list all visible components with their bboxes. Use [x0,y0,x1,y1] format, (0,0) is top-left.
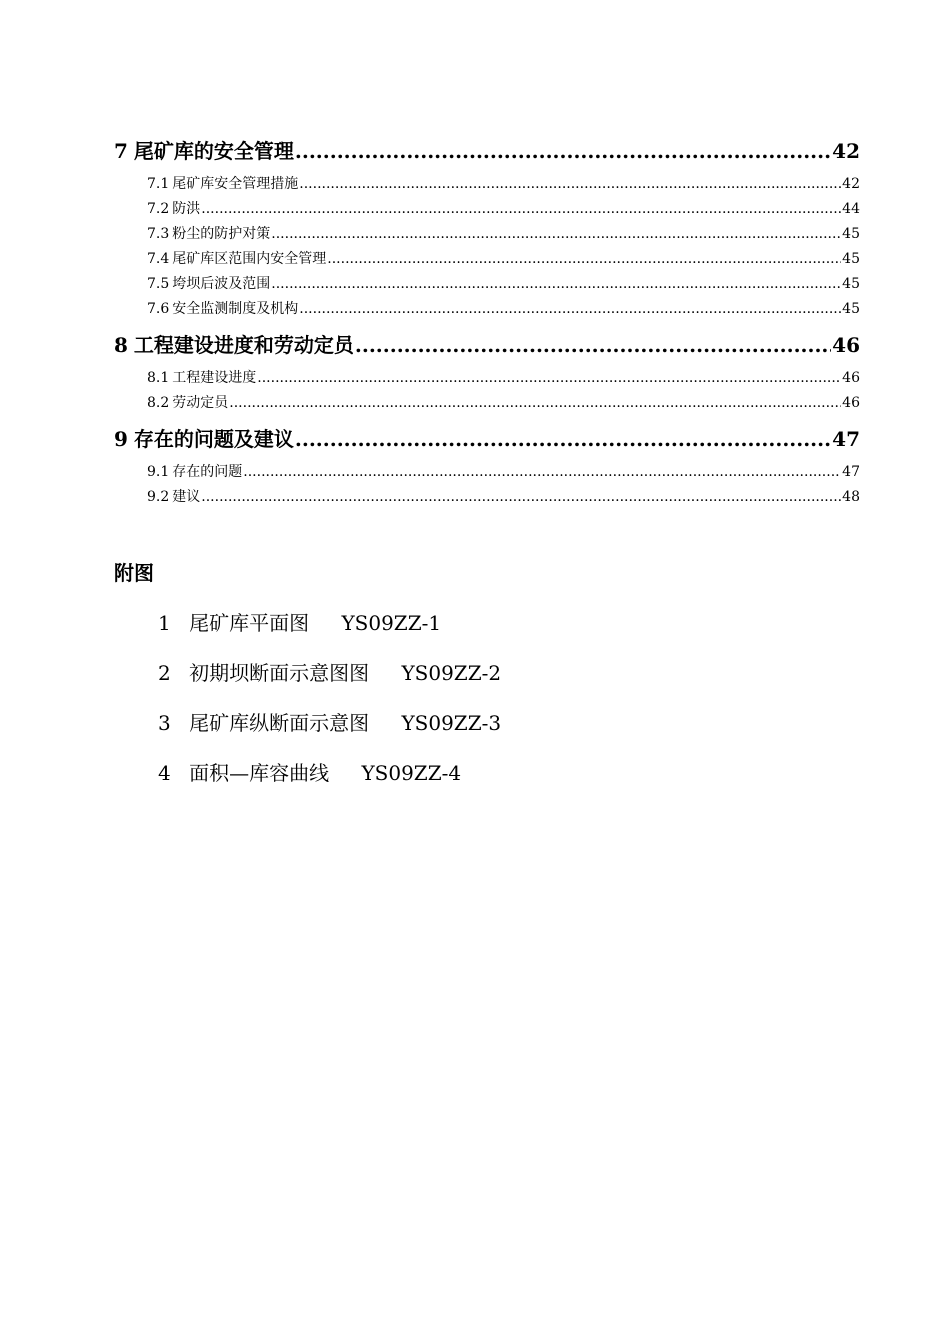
appendix-item-number: 4 [158,761,171,785]
chapter-number: 7 [114,139,128,163]
section-page: 48 [842,489,860,505]
appendix-item-title: 尾矿库平面图 [189,611,310,635]
section-number: 8.1 [147,370,170,386]
section-page: 46 [842,370,860,386]
toc-section-8-2[interactable] [114,391,860,416]
appendix-figures [114,558,860,808]
section-page: 42 [842,176,860,192]
section-page: 45 [842,251,860,267]
toc-section-7-3[interactable] [114,222,860,247]
section-title: 建议 [172,489,201,505]
section-title: 粉尘的防护对策 [172,226,271,242]
appendix-item-title: 面积—库容曲线 [189,761,330,785]
toc-section-7-5[interactable] [114,272,860,297]
section-title: 尾矿库区范围内安全管理 [172,251,327,267]
section-page: 47 [842,464,860,480]
chapter-title: 工程建设进度和劳动定员 [133,333,354,357]
table-of-contents [114,136,860,510]
section-page: 45 [842,226,860,242]
dot-leader [327,247,841,272]
toc-chapter-8[interactable] [114,330,860,360]
appendix-item-title: 初期坝断面示意图图 [189,661,370,685]
section-page: 45 [842,301,860,317]
section-number: 9.1 [147,464,170,480]
dot-leader [201,485,841,510]
toc-section-9-2[interactable] [114,485,860,510]
chapter-number: 8 [114,333,128,357]
section-number: 7.2 [147,201,170,217]
dot-leader [257,366,841,391]
appendix-item-number: 1 [158,611,171,635]
section-number: 7.4 [147,251,170,267]
dot-leader [243,460,841,485]
dot-leader [295,136,831,166]
appendix-item-title: 尾矿库纵断面示意图 [189,711,370,735]
section-title: 劳动定员 [172,395,229,411]
section-page: 44 [842,201,860,217]
dot-leader [271,222,841,247]
appendix-item-number: 3 [158,711,171,735]
appendix-item-number: 2 [158,661,171,685]
appendix-title: 附图 [114,561,154,585]
toc-chapter-7[interactable] [114,136,860,166]
section-page: 46 [842,395,860,411]
section-page: 45 [842,276,860,292]
section-title: 防洪 [172,201,201,217]
section-title: 安全监测制度及机构 [172,301,299,317]
toc-chapter-9[interactable] [114,424,860,454]
appendix-item-3 [114,708,860,738]
toc-section-7-1[interactable] [114,172,860,197]
chapter-page: 42 [832,139,860,163]
appendix-item-code: YS09ZZ-4 [361,761,462,785]
toc-section-7-4[interactable] [114,247,860,272]
dot-leader [271,272,841,297]
section-number: 7.1 [147,176,170,192]
chapter-title: 尾矿库的安全管理 [133,139,294,163]
appendix-item-1 [114,608,860,638]
section-title: 工程建设进度 [172,370,257,386]
dot-leader [295,424,831,454]
dot-leader [229,391,841,416]
section-number: 9.2 [147,489,170,505]
toc-section-7-6[interactable] [114,297,860,322]
chapter-page: 46 [832,333,860,357]
appendix-item-code: YS09ZZ-3 [401,711,502,735]
chapter-number: 9 [114,427,128,451]
dot-leader [299,172,841,197]
spacer [114,322,860,330]
appendix-item-code: YS09ZZ-2 [401,661,502,685]
dot-leader [201,197,841,222]
appendix-item-4 [114,758,860,788]
toc-section-7-2[interactable] [114,197,860,222]
toc-section-9-1[interactable] [114,460,860,485]
chapter-page: 47 [832,427,860,451]
toc-section-8-1[interactable] [114,366,860,391]
dot-leader [355,330,831,360]
section-title: 垮坝后波及范围 [172,276,271,292]
section-number: 8.2 [147,395,170,411]
section-title: 尾矿库安全管理措施 [172,176,299,192]
appendix-item-2 [114,658,860,688]
appendix-item-code: YS09ZZ-1 [341,611,442,635]
section-number: 7.6 [147,301,170,317]
section-title: 存在的问题 [172,464,243,480]
section-number: 7.5 [147,276,170,292]
chapter-title: 存在的问题及建议 [133,427,294,451]
dot-leader [299,297,841,322]
section-number: 7.3 [147,226,170,242]
spacer [114,416,860,424]
